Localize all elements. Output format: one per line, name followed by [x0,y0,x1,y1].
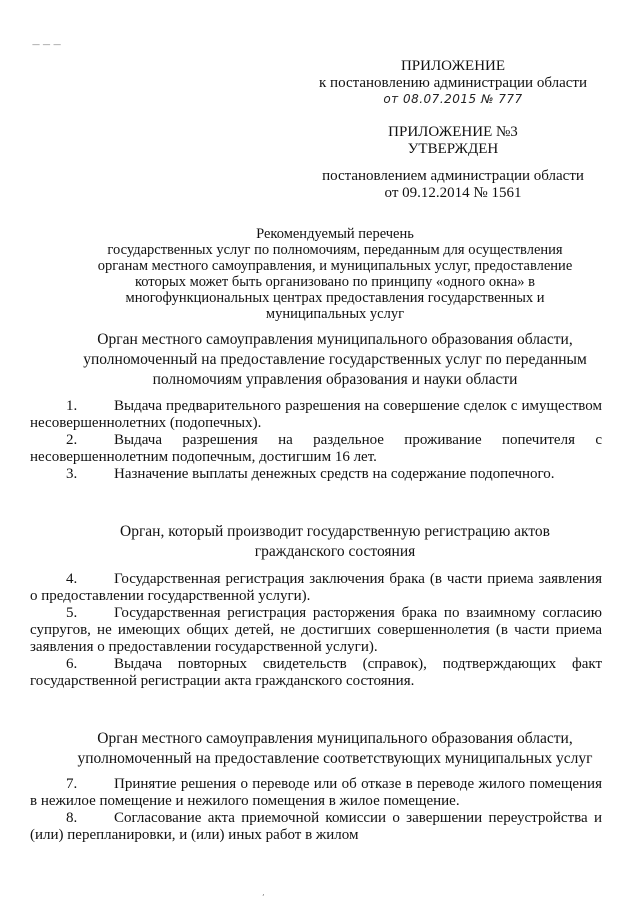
section-heading-line: Орган местного самоуправления муниципального образования области, [97,730,573,747]
list-item [30,605,602,656]
item-text: Назначение выплаты денежных средств на содержание подопечного. [114,466,555,482]
section-heading [60,729,610,769]
section-list [30,776,602,844]
approved-by-line: постановлением администрации области [322,168,584,184]
item-number: 2. [66,432,78,448]
handwritten-date-number: от 08.07.2015 № 777 [383,92,523,106]
item-text: Согласование акта приемочной комиссии о завершении переустройства и (или) перепланировки, и (или) иных работ в жилом [30,810,602,843]
section-heading-line: уполномоченный на предоставление государственных услуг по переданным [83,351,587,368]
item-number: 7. [66,776,78,792]
title-line: Рекомендуемый перечень [256,226,414,242]
item-text: Выдача повторных свидетельств (справок), подтверждающих факт государственной регистрации акта гражданского состояния. [30,656,602,689]
list-item [30,656,602,690]
appendix-title: ПРИЛОЖЕНИЕ [400,58,506,74]
title-line: которых может быть организовано по принципу «одного окна» в [134,274,536,290]
scan-artifact: — — — [32,40,62,49]
item-text: Государственная регистрация заключения брака (в части приема заявления о предоставлении государственной услуги). [30,571,602,604]
appendix-3-title: ПРИЛОЖЕНИЕ №3 [388,124,518,140]
item-number: 1. [66,398,78,414]
section-heading-line: уполномоченный на предоставление соответствующих муниципальных услуг [77,750,593,767]
item-number: 5. [66,605,78,621]
section-list [30,398,602,483]
title-line: органам местного самоуправления, и муниципальных услуг, предоставление [97,258,573,274]
item-number: 3. [66,466,78,482]
list-item [30,810,602,844]
scan-artifact: ‚ [262,888,265,897]
list-item [30,432,602,466]
list-item [30,571,602,605]
section-heading [60,330,610,390]
section-list [30,571,602,690]
approved-label: УТВЕРЖДЕН [407,141,499,157]
title-line: многофункциональных центрах предоставления государственных и [125,290,545,306]
list-item [30,776,602,810]
item-number: 6. [66,656,78,672]
appendix-3-header [308,124,598,202]
item-text: Государственная регистрация расторжения брака по взаимному согласию супругов, не имеющих общих детей, не достигших совершеннолетия (в части приема заявления о предоставлении государственной услуги). [30,605,602,655]
item-text: Принятие решения о переводе или об отказе в переводе жилого помещения в нежилое помещение и нежилого помещения в жилое помещение. [30,776,602,809]
section-heading-line: полномочиям управления образования и науки области [152,371,518,388]
title-line: государственных услуг по полномочиям, переданным для осуществления [107,242,563,258]
list-item [30,466,602,483]
section-heading-line: гражданского состояния [254,543,416,560]
section-heading [60,522,610,562]
list-item [30,398,602,432]
item-number: 8. [66,810,78,826]
section-heading-line: Орган местного самоуправления муниципального образования области, [97,331,573,348]
appendix-header [308,58,598,108]
section-heading-line: Орган, который производит государственную регистрацию актов [120,523,550,540]
approved-date-line: от 09.12.2014 № 1561 [384,185,522,201]
appendix-subtitle: к постановлению администрации области [319,75,587,91]
item-text: Выдача предварительного разрешения на совершение сделок с имуществом несовершеннолетних (подопечных). [30,398,602,431]
title-line: муниципальных услуг [265,306,405,322]
item-number: 4. [66,571,78,587]
document-title [60,226,610,322]
item-text: Выдача разрешения на раздельное проживание попечителя с несовершеннолетним подопечным, достигшим 16 лет. [30,432,602,465]
